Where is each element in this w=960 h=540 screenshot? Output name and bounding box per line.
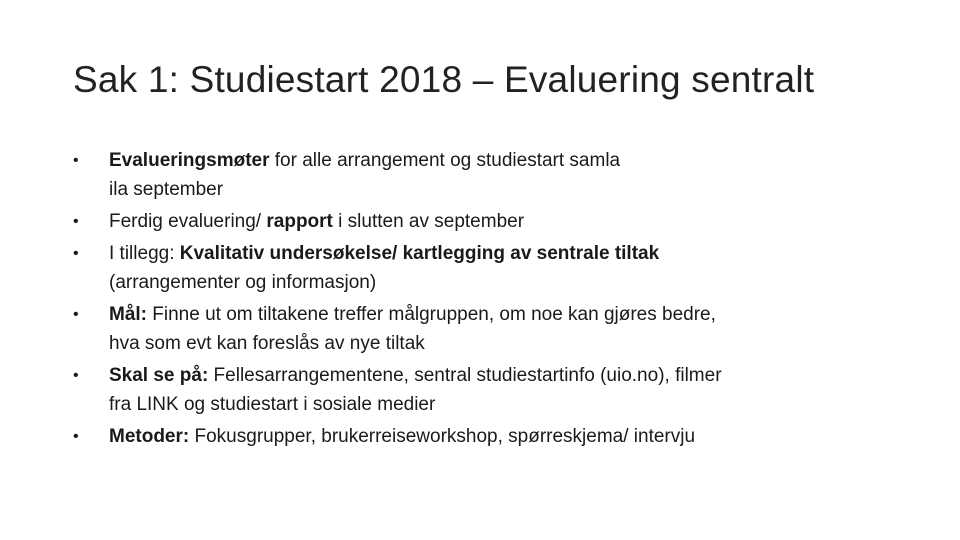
bullet-bold-text: Metoder:: [109, 426, 190, 447]
bullet-dot-icon: •: [73, 306, 79, 323]
bullet-dot-icon: •: [73, 152, 79, 169]
bullet-text-prefix: Ferdig evaluering/: [109, 211, 267, 232]
slide-title: Sak 1: Studiestart 2018 – Evaluering sentralt: [73, 59, 815, 100]
bullet-text: Finne ut om tiltakene treffer målgruppen, om noe kan gjøres bedre,: [147, 304, 716, 325]
bullet-list: [73, 146, 893, 454]
bullet-dot-icon: •: [73, 367, 79, 384]
bullet-bold-text: rapport: [266, 211, 333, 232]
bullet-item-mal: [73, 300, 893, 358]
bullet-text-continued: fra LINK og studiestart i sosiale medier: [109, 394, 436, 415]
bullet-dot-icon: •: [73, 428, 79, 445]
bullet-bold-text: Evalueringsmøter: [109, 150, 270, 171]
bullet-item-skal-se-pa: [73, 361, 893, 419]
bullet-dot-icon: •: [73, 245, 79, 262]
bullet-text: for alle arrangement og studiestart samla: [269, 150, 621, 171]
bullet-item-rapport: [73, 207, 893, 236]
bullet-text-continued: (arrangementer og informasjon): [109, 272, 377, 293]
bullet-text-continued: ila september: [109, 179, 224, 200]
bullet-item-evalueringsmoter: [73, 146, 893, 204]
bullet-item-metoder: [73, 422, 893, 451]
bullet-text-continued: hva som evt kan foreslås av nye tiltak: [109, 333, 425, 354]
bullet-text: Fokusgrupper, brukerreiseworkshop, spørreskjema/ intervju: [189, 426, 696, 447]
bullet-text: Fellesarrangementene, sentral studiestartinfo (uio.no), filmer: [208, 365, 722, 386]
bullet-item-kvalitativ: [73, 239, 893, 297]
bullet-text-prefix: I tillegg:: [109, 243, 180, 264]
bullet-dot-icon: •: [73, 213, 79, 230]
bullet-text: i slutten av september: [332, 211, 525, 232]
bullet-bold-text: Kvalitativ undersøkelse/ kartlegging av sentrale tiltak: [179, 243, 660, 264]
bullet-bold-text: Mål:: [109, 304, 147, 325]
bullet-bold-text: Skal se på:: [109, 365, 209, 386]
